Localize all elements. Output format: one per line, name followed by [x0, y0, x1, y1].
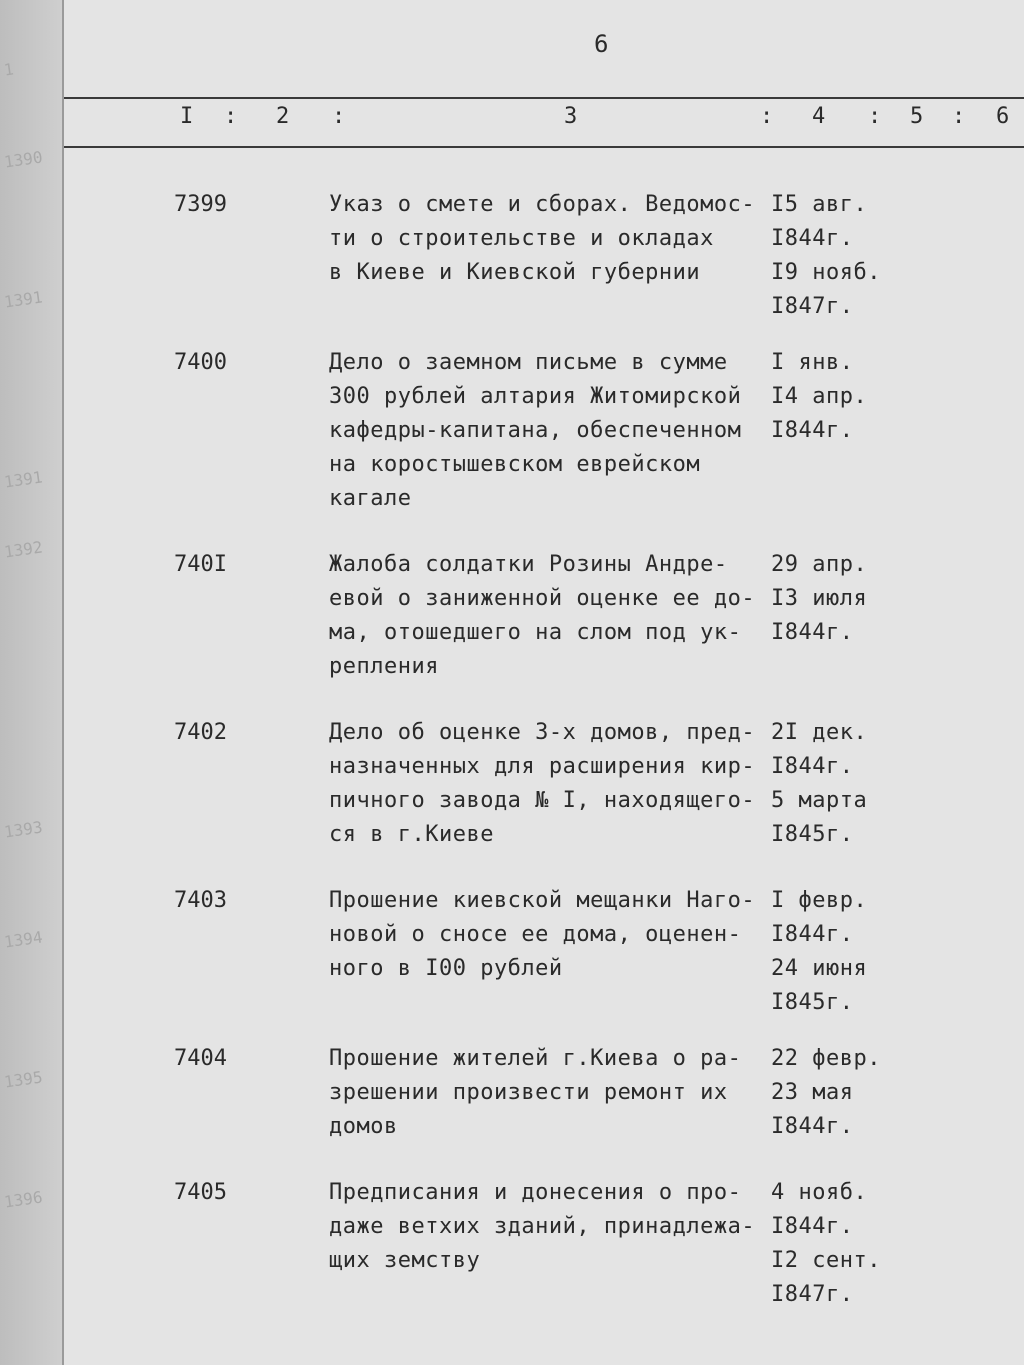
page-number: 6: [594, 30, 609, 58]
entry-description: Указ о смете и сборах. Ведомос- ти о строительстве и окладах в Киеве и Киевской губернии: [329, 192, 756, 285]
entry-dates: 29 апр. I3 июля I844г.: [771, 552, 868, 645]
col-header-sep: :: [952, 104, 966, 129]
entry-description: Дело о заемном письме в сумме 300 рублей алтария Житомирской кафедры-капитана, обеспеченном на коростышевском еврейском кагале: [329, 350, 742, 511]
col-header-sep: :: [868, 104, 882, 129]
entry-dates: I янв. I4 апр. I844г.: [771, 350, 868, 443]
entry-number: 7400: [174, 350, 227, 375]
entry-number: 7402: [174, 720, 227, 745]
entry-dates: 22 февр. 23 мая I844г.: [771, 1046, 881, 1139]
entry-description: Дело об оценке 3-х домов, пред- назначенных для расширения кир- пичного завода № I, находящего- ся в г.Киеве: [329, 720, 756, 847]
entry-dates: I февр. I844г. 24 июня I845г.: [771, 888, 868, 1015]
entry-description: Прошение жителей г.Киева о ра- зрешении произвести ремонт их домов: [329, 1046, 742, 1139]
entry-description: Жалоба солдатки Розины Андре- евой о заниженной оценке ее до- ма, отошедшего на слом под ук- репления: [329, 552, 756, 679]
entry-dates: 2I дек. I844г. 5 марта I845г.: [771, 720, 868, 847]
prev-page-mark: 1392: [2, 537, 44, 562]
col-header-sep: :: [332, 104, 346, 129]
col-header-3: 3: [564, 104, 578, 129]
prev-page-mark: 1395: [2, 1067, 44, 1092]
entry-number: 7405: [174, 1180, 227, 1205]
prev-page-mark: 1396: [2, 1187, 44, 1212]
entry-number: 7399: [174, 192, 227, 217]
col-header-6: 6: [996, 104, 1010, 129]
col-header-5: 5: [910, 104, 924, 129]
header-top-rule: [64, 97, 1024, 99]
column-header: [64, 100, 1024, 138]
col-header-4: 4: [812, 104, 826, 129]
prev-page-mark: 1391: [2, 287, 44, 312]
prev-page-mark: 1390: [2, 147, 44, 172]
header-bottom-rule: [64, 146, 1024, 148]
previous-page-edge: [0, 0, 64, 1365]
col-header-sep: :: [224, 104, 238, 129]
entry-dates: 4 нояб. I844г. I2 сент. I847г.: [771, 1180, 881, 1307]
entry-number: 7403: [174, 888, 227, 913]
prev-page-mark: 1393: [2, 817, 44, 842]
entry-number: 740I: [174, 552, 227, 577]
prev-page-mark: 1394: [2, 927, 44, 952]
entry-dates: I5 авг. I844г. I9 нояб. I847г.: [771, 192, 881, 319]
entry-description: Прошение киевской мещанки Наго- новой о сносе ее дома, оценен- ного в I00 рублей: [329, 888, 756, 981]
entry-number: 7404: [174, 1046, 227, 1071]
col-header-2: 2: [276, 104, 290, 129]
entry-description: Предписания и донесения о про- даже ветхих зданий, принадлежа- щих земству: [329, 1180, 756, 1273]
prev-page-mark: 1391: [2, 467, 44, 492]
document-page: [64, 0, 1024, 1365]
col-header-sep: :: [760, 104, 774, 129]
prev-page-mark: 1: [2, 59, 15, 80]
col-header-1: I: [180, 104, 194, 129]
